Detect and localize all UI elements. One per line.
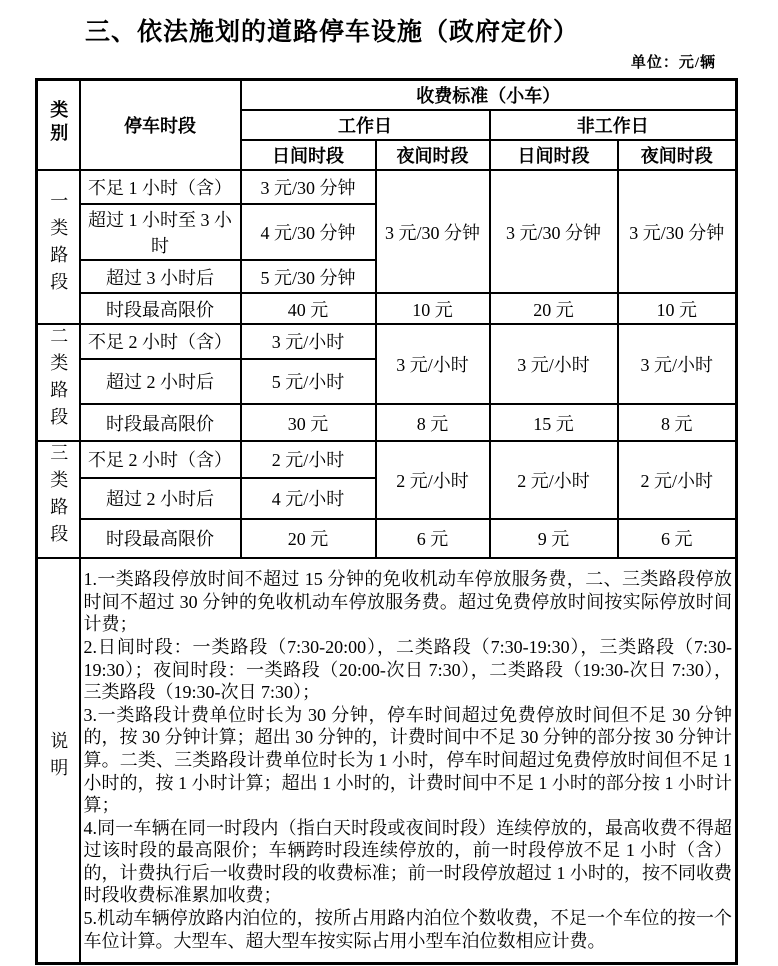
category-1-cell (37, 170, 80, 324)
category-2-cell (37, 324, 80, 441)
max-price-cell: 40 元 (241, 293, 376, 324)
notes-label: 说明 (48, 730, 69, 785)
note-item-1: 1.一类路段停放时间不超过 15 分钟的免收机动车停放服务费，二、三类路段停放时间不超过 30 分钟的免收机动车停放服务费。超过免费停放时间按实际停放时间计费； (83, 569, 732, 635)
period-cell: 超过 2 小时后 (80, 478, 241, 519)
max-price-cell: 15 元 (490, 404, 618, 441)
max-price-cell: 10 元 (376, 293, 490, 324)
period-cell: 不足 2 小时（含） (80, 441, 241, 478)
fee-cell: 3 元/小时 (376, 324, 490, 404)
header-nonworkday-daytime: 日间时段 (490, 140, 618, 170)
fee-cell: 2 元/小时 (241, 441, 376, 478)
fee-cell: 2 元/小时 (490, 441, 618, 519)
period-cell: 超过 2 小时后 (80, 359, 241, 404)
header-nonworkday-nighttime: 夜间时段 (618, 140, 737, 170)
fee-cell: 3 元/小时 (241, 324, 376, 359)
max-price-cell: 8 元 (376, 404, 490, 441)
period-cell: 超过 3 小时后 (80, 260, 241, 293)
fee-cell: 5 元/小时 (241, 359, 376, 404)
fee-cell: 2 元/小时 (376, 441, 490, 519)
fee-cell: 3 元/30 分钟 (618, 170, 737, 293)
category-3-label: 三类路段 (48, 443, 69, 551)
fee-cell: 2 元/小时 (618, 441, 737, 519)
fee-cell: 3 元/30 分钟 (241, 170, 376, 204)
fee-cell: 3 元/30 分钟 (490, 170, 618, 293)
page-title: 三、依法施划的道路停车设施（政府定价） (85, 18, 580, 46)
category-1-label: 一类路段 (48, 190, 69, 299)
notes-label-cell (37, 558, 80, 963)
fee-cell: 4 元/小时 (241, 478, 376, 519)
header-workday: 工作日 (241, 110, 490, 140)
note-item-2: 2.日间时段：一类路段（7:30-20:00），二类路段（7:30-19:30），三类路段（7:30-19:30）；夜间时段：一类路段（20:00-次日 7:30），二类路段（19:30-次日 7:30），三类路段（19:30-次日 7:30）； (83, 637, 732, 703)
note-item-3: 3.一类路段计费单位时长为 30 分钟，停车时间超过免费停放时间但不足 30 分钟的，按 30 分钟计算；超出 30 分钟的，计费时间中不足 30 分钟的部分按 30 分钟计算。二类、三类路段计费单位时长为 1 小时，停车时间超过免费停放时间但不足 1 小时的，按 1 小时计算；超出 1 小时的，计费时间中不足 1 小时的部分按 1 小时计算； (83, 704, 732, 816)
note-item-5: 5.机动车辆停放路内泊位的，按所占用路内泊位个数收费，不足一个车位的按一个车位计算。大型车、超大型车按实际占用小型车泊位数相应计费。 (83, 908, 732, 951)
unit-label: 单位：元/辆 (630, 55, 716, 71)
max-price-cell: 10 元 (618, 293, 737, 324)
header-workday-nighttime: 夜间时段 (376, 140, 490, 170)
category-2-label: 二类路段 (48, 326, 69, 434)
fee-cell: 3 元/小时 (618, 324, 737, 404)
header-fee-standard: 收费标准（小车） (241, 80, 737, 111)
max-price-cell: 8 元 (618, 404, 737, 441)
period-cell: 不足 1 小时（含） (80, 170, 241, 204)
header-parking-period: 停车时段 (80, 80, 241, 171)
fee-cell: 3 元/30 分钟 (376, 170, 490, 293)
max-price-cell: 9 元 (490, 519, 618, 558)
period-cell: 不足 2 小时（含） (80, 324, 241, 359)
fee-cell: 4 元/30 分钟 (241, 204, 376, 260)
max-price-cell: 30 元 (241, 404, 376, 441)
header-category (37, 80, 80, 171)
fee-cell: 5 元/30 分钟 (241, 260, 376, 293)
parking-fee-table (35, 78, 738, 965)
max-price-cell: 6 元 (376, 519, 490, 558)
header-workday-daytime: 日间时段 (241, 140, 376, 170)
max-price-cell: 6 元 (618, 519, 737, 558)
header-category-label: 类别 (48, 99, 69, 146)
max-price-label: 时段最高限价 (80, 293, 241, 324)
max-price-cell: 20 元 (490, 293, 618, 324)
max-price-label: 时段最高限价 (80, 404, 241, 441)
header-non-workday: 非工作日 (490, 110, 737, 140)
max-price-cell: 20 元 (241, 519, 376, 558)
period-cell: 超过 1 小时至 3 小时 (80, 204, 241, 260)
note-item-4: 4.同一车辆在同一时段内（指白天时段或夜间时段）连续停放的，最高收费不得超过该时段的最高限价；车辆跨时段连续停放的，前一时段停放不足 1 小时（含）的，计费执行后一收费时段的收费标准；前一时段停放超过 1 小时的，按不同收费时段收费标准累加收费； (83, 817, 732, 906)
category-3-cell (37, 441, 80, 558)
fee-cell: 3 元/小时 (490, 324, 618, 404)
max-price-label: 时段最高限价 (80, 519, 241, 558)
notes-content (80, 558, 737, 963)
